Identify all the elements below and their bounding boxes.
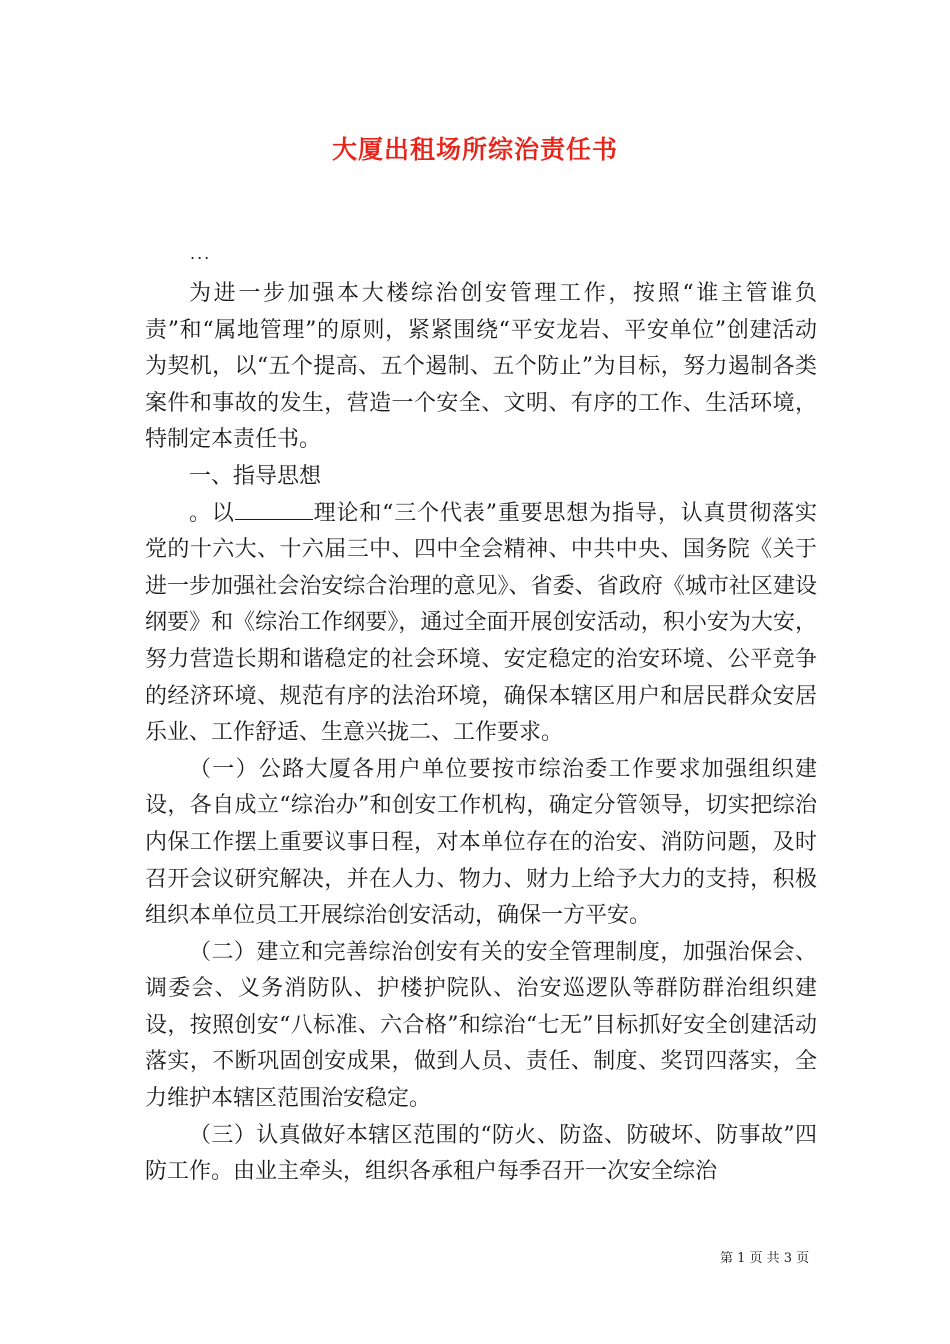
guiding-rest: 理论和“三个代表”重要思想为指导，认真贯彻落实党的十六大、十六届三中、四中全会精神、中共中央、国务院《关于进一步加强社会治安综合治理的意见》、省委、省政府《城市社区建设纲要》和《综治工作纲要》，通过全面开展创安活动，积小安为大安，努力营造长期和谐稳定的社会环境、安定稳定的治安环境、公平竞争的经济环境、规范有序的法治环境，确保本辖区用户和居民群众安居乐业、工作舒适、生意兴拢二、工作要求。 xyxy=(145,500,817,746)
document-title: 大厦出租场所综治责任书 xyxy=(331,135,618,164)
fill-in-blank xyxy=(235,499,313,520)
guiding-thought-paragraph xyxy=(145,496,817,752)
intro-paragraph: 为进一步加强本大楼综治创安管理工作，按照“谁主管谁负责”和“属地管理”的原则，紧紧围绕“平安龙岩、平安单位”创建活动为契机，以“五个提高、五个遏制、五个防止”为目标，努力遏制各类案件和事故的发生，营造一个安全、文明、有序的工作、生活环境，特制定本责任书。 xyxy=(145,281,817,453)
ellipsis-marker: ... xyxy=(190,244,212,263)
page-number-footer: 第 1 页 共 3 页 xyxy=(720,1251,810,1266)
guiding-prefix: 。以 xyxy=(189,500,235,526)
requirement-item-1: （一）公路大厦各用户单位要按市综治委工作要求加强组织建设，各自成立“综治办”和创安工作机构，确定分管领导，切实把综治内保工作摆上重要议事日程，对本单位存在的治安、消防问题，及时召开会议研究解决，并在人力、物力、财力上给予大力的支持，积极组织本单位员工开展综治创安活动，确保一方平安。 xyxy=(145,756,817,929)
section-heading-guiding-thought: 一、指导思想 xyxy=(189,463,322,489)
requirement-item-3: （三）认真做好本辖区范围的“防火、防盗、防破坏、防事故”四防工作。由业主牵头，组织各承租户每季召开一次安全综治 xyxy=(145,1122,817,1185)
document-body xyxy=(145,276,817,1191)
requirement-item-2: （二）建立和完善综治创安有关的安全管理制度，加强治保会、调委会、义务消防队、护楼护院队、治安巡逻队等群防群治组织建设，按照创安“八标准、六合格”和综治“七无”目标抓好安全创建活动落实，不断巩固创安成果，做到人员、责任、制度、奖罚四落实，全力维护本辖区范围治安稳定。 xyxy=(145,939,817,1112)
